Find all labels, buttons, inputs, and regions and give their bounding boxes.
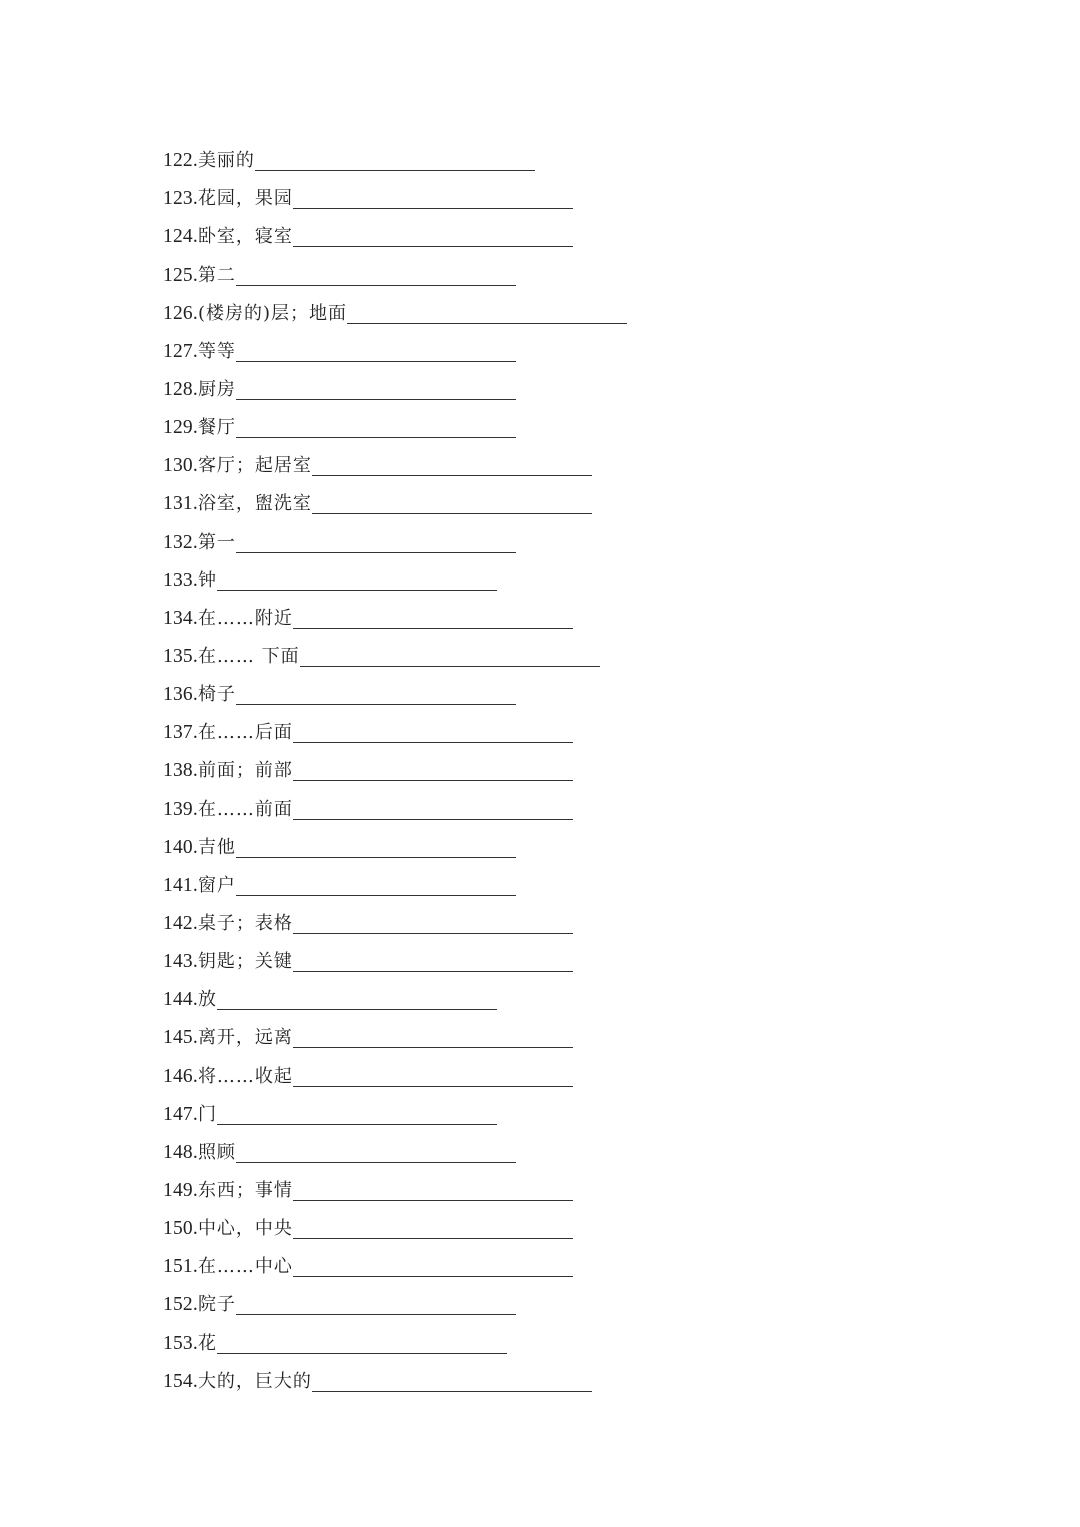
list-item xyxy=(163,556,627,594)
list-item xyxy=(163,708,627,746)
answer-blank[interactable] xyxy=(217,1333,507,1354)
list-item xyxy=(163,1090,627,1128)
answer-blank[interactable] xyxy=(293,1066,573,1087)
answer-blank[interactable] xyxy=(293,226,573,247)
item-meaning: 第一 xyxy=(197,531,236,553)
answer-blank[interactable] xyxy=(293,1218,573,1239)
item-meaning: 照顾 xyxy=(197,1141,236,1163)
list-item xyxy=(163,899,627,937)
item-meaning: 浴室，盥洗室 xyxy=(197,493,312,515)
answer-blank[interactable] xyxy=(293,951,573,972)
item-number: 144. xyxy=(163,989,198,1011)
answer-blank[interactable] xyxy=(300,646,600,667)
list-item xyxy=(163,1204,627,1242)
list-item xyxy=(163,975,627,1013)
answer-blank[interactable] xyxy=(236,1142,516,1163)
item-number: 133. xyxy=(163,569,198,591)
list-item xyxy=(163,250,627,288)
list-item xyxy=(163,1128,627,1166)
list-item xyxy=(163,441,627,479)
answer-blank[interactable] xyxy=(236,341,516,362)
item-meaning: 在…… 下面 xyxy=(197,645,300,667)
list-item xyxy=(163,1242,627,1280)
list-item xyxy=(163,365,627,403)
item-number: 151. xyxy=(163,1256,198,1278)
list-item xyxy=(163,937,627,975)
item-meaning: 吉他 xyxy=(197,836,236,858)
item-number: 146. xyxy=(163,1065,198,1087)
list-item xyxy=(163,1013,627,1051)
item-number: 138. xyxy=(163,760,198,782)
item-meaning: 花 xyxy=(197,1332,217,1354)
item-number: 153. xyxy=(163,1332,198,1354)
answer-blank[interactable] xyxy=(293,913,573,934)
item-meaning: 钥匙；关键 xyxy=(197,951,293,973)
item-number: 142. xyxy=(163,912,198,934)
list-item xyxy=(163,594,627,632)
item-number: 147. xyxy=(163,1103,198,1125)
answer-blank[interactable] xyxy=(236,684,516,705)
item-meaning: 桌子；表格 xyxy=(197,912,293,934)
list-item xyxy=(163,1357,627,1395)
item-number: 123. xyxy=(163,188,198,210)
item-meaning: 院子 xyxy=(197,1294,236,1316)
answer-blank[interactable] xyxy=(236,1294,516,1315)
list-item xyxy=(163,632,627,670)
list-item xyxy=(163,289,627,327)
item-number: 140. xyxy=(163,836,198,858)
list-item xyxy=(163,517,627,555)
item-meaning: (楼房的)层；地面 xyxy=(197,302,347,324)
item-meaning: 将……收起 xyxy=(197,1065,293,1087)
answer-blank[interactable] xyxy=(236,837,516,858)
list-item xyxy=(163,212,627,250)
answer-blank[interactable] xyxy=(293,1256,573,1277)
item-number: 145. xyxy=(163,1027,198,1049)
item-meaning: 第二 xyxy=(197,264,236,286)
item-number: 152. xyxy=(163,1294,198,1316)
item-number: 141. xyxy=(163,874,198,896)
item-number: 139. xyxy=(163,798,198,820)
item-meaning: 美丽的 xyxy=(197,150,255,172)
answer-blank[interactable] xyxy=(312,455,592,476)
item-number: 134. xyxy=(163,607,198,629)
item-meaning: 厨房 xyxy=(197,378,236,400)
vocabulary-list xyxy=(163,136,627,1395)
answer-blank[interactable] xyxy=(293,1027,573,1048)
answer-blank[interactable] xyxy=(293,608,573,629)
answer-blank[interactable] xyxy=(255,150,535,171)
item-meaning: 在……附近 xyxy=(197,607,293,629)
item-number: 150. xyxy=(163,1218,198,1240)
answer-blank[interactable] xyxy=(236,417,516,438)
item-number: 126. xyxy=(163,302,198,324)
item-number: 129. xyxy=(163,417,198,439)
answer-blank[interactable] xyxy=(293,760,573,781)
list-item xyxy=(163,1051,627,1089)
list-item xyxy=(163,1166,627,1204)
answer-blank[interactable] xyxy=(236,265,516,286)
item-meaning: 钟 xyxy=(197,569,217,591)
item-meaning: 前面；前部 xyxy=(197,760,293,782)
item-number: 125. xyxy=(163,264,198,286)
answer-blank[interactable] xyxy=(293,722,573,743)
answer-blank[interactable] xyxy=(217,1104,497,1125)
list-item xyxy=(163,327,627,365)
list-item xyxy=(163,136,627,174)
item-meaning: 在……后面 xyxy=(197,722,293,744)
list-item xyxy=(163,1280,627,1318)
answer-blank[interactable] xyxy=(293,799,573,820)
answer-blank[interactable] xyxy=(293,188,573,209)
item-meaning: 东西；事情 xyxy=(197,1179,293,1201)
item-meaning: 等等 xyxy=(197,340,236,362)
item-meaning: 放 xyxy=(197,989,217,1011)
item-meaning: 椅子 xyxy=(197,684,236,706)
item-meaning: 大的，巨大的 xyxy=(197,1370,312,1392)
list-item xyxy=(163,403,627,441)
item-meaning: 离开，远离 xyxy=(197,1027,293,1049)
item-number: 122. xyxy=(163,150,198,172)
item-meaning: 中心，中央 xyxy=(197,1218,293,1240)
list-item xyxy=(163,861,627,899)
item-number: 127. xyxy=(163,340,198,362)
item-number: 135. xyxy=(163,645,198,667)
item-number: 136. xyxy=(163,684,198,706)
item-number: 149. xyxy=(163,1179,198,1201)
answer-blank[interactable] xyxy=(312,493,592,514)
item-number: 130. xyxy=(163,455,198,477)
list-item xyxy=(163,746,627,784)
list-item xyxy=(163,174,627,212)
answer-blank[interactable] xyxy=(293,1180,573,1201)
answer-blank[interactable] xyxy=(236,379,516,400)
list-item xyxy=(163,784,627,822)
item-meaning: 卧室，寝室 xyxy=(197,226,293,248)
answer-blank[interactable] xyxy=(217,570,497,591)
item-meaning: 餐厅 xyxy=(197,417,236,439)
item-meaning: 在……中心 xyxy=(197,1256,293,1278)
answer-blank[interactable] xyxy=(312,1371,592,1392)
list-item xyxy=(163,823,627,861)
answer-blank[interactable] xyxy=(236,532,516,553)
item-number: 137. xyxy=(163,722,198,744)
item-number: 143. xyxy=(163,951,198,973)
item-number: 132. xyxy=(163,531,198,553)
item-number: 154. xyxy=(163,1370,198,1392)
item-meaning: 门 xyxy=(197,1103,217,1125)
answer-blank[interactable] xyxy=(347,303,627,324)
item-number: 128. xyxy=(163,378,198,400)
answer-blank[interactable] xyxy=(236,875,516,896)
list-item xyxy=(163,1318,627,1356)
item-meaning: 客厅；起居室 xyxy=(197,455,312,477)
list-item xyxy=(163,670,627,708)
list-item xyxy=(163,479,627,517)
item-number: 148. xyxy=(163,1141,198,1163)
item-meaning: 窗户 xyxy=(197,874,236,896)
item-meaning: 在……前面 xyxy=(197,798,293,820)
answer-blank[interactable] xyxy=(217,989,497,1010)
item-number: 124. xyxy=(163,226,198,248)
item-number: 131. xyxy=(163,493,198,515)
item-meaning: 花园，果园 xyxy=(197,188,293,210)
